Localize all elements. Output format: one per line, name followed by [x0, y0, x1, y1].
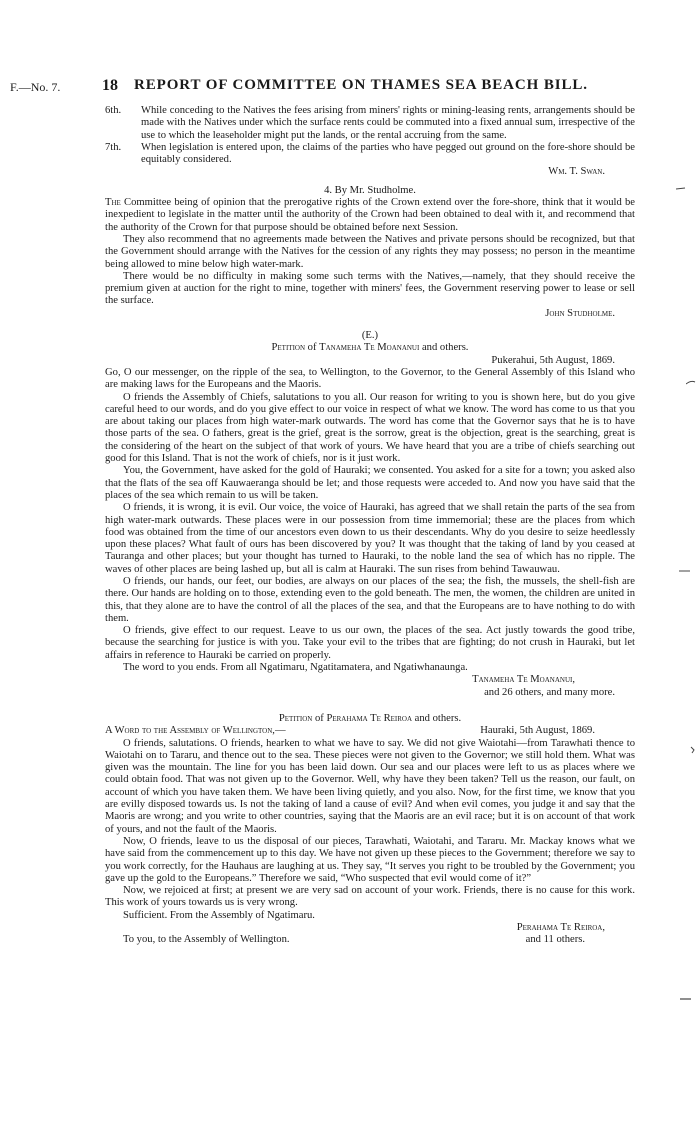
- margin-mark: [680, 996, 690, 1002]
- petitioner-name: Perahama Te Reiroa: [326, 712, 413, 724]
- petition-p-address-line: [105, 725, 635, 737]
- studholme-heading: 4. By Mr. Studholme.: [324, 184, 416, 196]
- petition-p-sufficient: Sufficient. From the Assembly of Ngatimaru.: [123, 909, 315, 921]
- page-number: 18: [102, 77, 118, 94]
- item-text: While conceding to the Natives the fees arising from miners' rights or mining-leasing rents, arrangements should be made with the Natives under which the surface rents could be commuted into a fixed annual sum, irrespective of the use to which the leaseholder might put the lands, or the rental accruing from the same.: [141, 105, 635, 141]
- petition-p-title: Petition of Perahama Te Reiroa and others.: [278, 712, 462, 724]
- petition-p-signature: Perahama Te Reiroa,: [516, 922, 605, 933]
- petition-p-place-date: Hauraki, 5th August, 1869.: [480, 725, 595, 737]
- paragraph-text: Committee being of opinion that the prerogative rights of the Crown extend over the fore-shore, think that it would be inexpedient to legislate in the matter until the authority of the Crown had been obtained to deal with it, and recommend that the authority of the Crown for that purpose should be obtained before next Session.: [105, 197, 635, 233]
- petition-e-paragraph-3: You, the Government, have asked for the gold of Hauraki; we consented. You asked for a site for a town; you asked also that the flats of the sea off Kauwaeranga should be let; and those requests were acceded to. And now you have said that the places of the sea which remain to us will be taken.: [105, 465, 635, 501]
- studholme-paragraph-2: They also recommend that no agreements made between the Natives and private persons should be recognized, but that the Government should arrange with the Natives for the cession of any rights they may possess; no person in the meantime being allowed to mine below high water-mark.: [105, 233, 635, 270]
- petition-p-to-line: To you, to the Assembly of Wellington.: [123, 934, 290, 946]
- swan-signature: Wm. T. Swan.: [548, 166, 605, 178]
- petition-e-paragraph-7: The word to you ends. From all Ngatimaru, Ngatitamatera, and Ngatiwhanaunga.: [123, 662, 468, 674]
- swan-item-6: [105, 105, 635, 142]
- petition-e-signature-others: and 26 others, and many more.: [484, 686, 615, 698]
- petition-e-title: Petition of Tanameha Te Moananui and others.: [271, 342, 469, 354]
- appendix-label: (E.): [361, 330, 379, 342]
- petitioner-name: Tanameha Te Moananui: [319, 342, 420, 354]
- lead-word: The: [105, 197, 121, 209]
- petition-e-place-date: Pukerahui, 5th August, 1869.: [491, 354, 615, 366]
- document-body: [105, 105, 635, 947]
- petition-e-signature: Tanameha Te Moananui,: [472, 674, 575, 686]
- margin-mark: [690, 746, 700, 752]
- petition-e-paragraph-4: O friends, it is wrong, it is evil. Our voice, the voice of Hauraki, has agreed that we shall retain the parts of the sea from high water-mark outwards. These places were in our possession from time immemorial; these are the places from which food was obtained from the time of our ancestors even down to us their descendants. Why do you desire to seize heedlessly upon these places? What fault of ours has been discovered by you? It was thought that the taking of land by you ceased at Tauranga and other places; but your thought has turned to Hauraki, to the noble land the sea of which has no ripple. The waves of other places are being lashed up, but all is calm at Hauraki. The sun rises from behind Tawauwau.: [105, 502, 635, 575]
- page-title: REPORT OF COMMITTEE ON THAMES SEA BEACH BILL.: [134, 77, 588, 93]
- document-reference: F.—No. 7.: [10, 80, 61, 94]
- petition-p-signature-others: and 11 others.: [525, 934, 585, 946]
- petition-e-paragraph-1: Go, O our messenger, on the ripple of the sea, to Wellington, to the Governor, to the General Assembly of this Island who are making laws for the Europeans and the Maoris.: [105, 366, 635, 391]
- margin-mark: [676, 186, 686, 192]
- petition-e-paragraph-2: O friends the Assembly of Chiefs, salutations to you all. Our reason for writing to you is shown here, but do you give careful heed to our words, and do you give effect to our voice in respect of what we know. The word has come to us that you are about taking our places from high water-mark outwards. The word has come that the Governor says that he is to have those parts of the sea. O fathers, great is the grief, great is the sorrow, great is the objection, great is the searching, great is the considering of the heart on the subject of that work of yours. We have heard that you are a tribe of chiefs searching out good for this Island. That is not the work of chiefs, nor is it just work.: [105, 391, 635, 465]
- petition-e-paragraph-6: O friends, give effect to our request. Leave to us our own, the places of the sea. Act justly towards the good tribe, because the searching for justice is with you. Take your evil to the tribes that are fighting; do not crush in Hauraki, but let affairs in reference to Hauraki be carried on properly.: [105, 625, 635, 661]
- item-label: 6th.: [105, 105, 122, 116]
- item-text: When legislation is entered upon, the claims of the parties who have pegged out ground on the fore-shore should be equitably considered.: [141, 141, 635, 166]
- petition-e-paragraph-5: O friends, our hands, our feet, our bodies, are always on our places of the sea; the fish, the mussels, the shell-fish are there. Our hands are holding on to those, extending even to the gold beneath. The men, the women, the children are united in this, that they alone are to have the control of all the places of the sea, and that the Europeans are to have nothing to do with them.: [105, 575, 635, 624]
- petition-p-paragraph-2: Now, O friends, leave to us the disposal of our pieces, Tarawhati, Waiotahi, and Tararu. Mr. Mackay knows what we have said from the commencement up to this day. We have not given up these pieces to the Government; therefore we say to you work correctly, for the Hauhaus are laughing at us. They say, “It serves you right to be troubled by the Government; you gave up the gold to the Europeans.” Therefore we said, “Who suspected that evil would come of it?”: [105, 835, 635, 884]
- petition-p-closing-line: [105, 934, 635, 946]
- studholme-signature: John Studholme.: [545, 307, 615, 319]
- petition-p-paragraph-3: Now, we rejoiced at first; at present we are very sad on account of your work. Friends, there is no cause for this work. This work of yours towards us is very wrong.: [105, 885, 635, 909]
- margin-mark: [679, 568, 689, 574]
- petition-p-address: A Word to the Assembly of Wellington,—: [105, 725, 286, 737]
- item-label: 7th.: [105, 141, 122, 153]
- studholme-paragraph-3: There would be no difficulty in making some such terms with the Natives,—namely, that they should receive the premium given at auction for the right to mine, together with miners' fees, the Government reserving power to lease or sell the surface.: [105, 270, 635, 307]
- swan-item-7: [105, 142, 635, 167]
- studholme-paragraph-1: [105, 197, 635, 234]
- margin-mark: [686, 380, 696, 386]
- petition-p-paragraph-1: O friends, salutations. O friends, hearken to what we have to say. We did not give Waiotahi—from Tarawhati thence to Waiotahi on to Tararu, and thence out to the sea. These pieces were not given to the Governor; we still hold them. What was given was the mountain. The line for you has been laid down. Our sea and our places were left to us as places where we could obtain food. That was not given up to the Governor. Well, why have they been taken? Tell us the reason, our fault, on account of which you have taken them. We have been living quietly, and you also. Now, for the first time, we know that you are evilly disposed towards us. Is not the taking of land a cause of evil? And when evil comes, you judge it and say that the Maoris are wrong; and you write to other countries, saying that the Maoris are an evil race; but it is on account of that work of yours, and not the fault of the Maoris.: [105, 737, 635, 835]
